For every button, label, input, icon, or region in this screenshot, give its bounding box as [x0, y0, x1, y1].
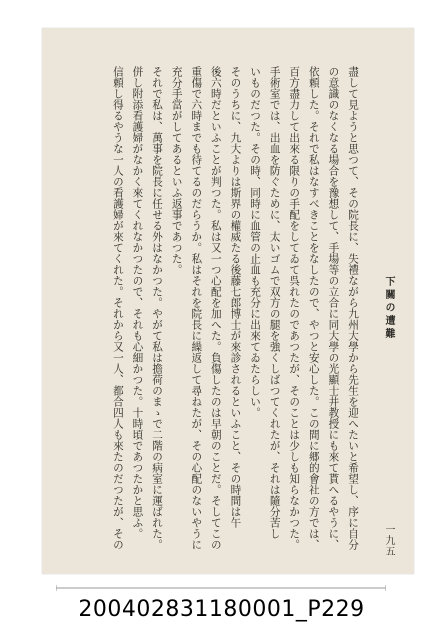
body-line: 盡して見ようと思つて、その院長に、失禮ながら九州大學から先生を迎へたいと希望し、序に自分 [347, 66, 359, 550]
body-line: 重傷で六時までも待てるのだらうか。私はそれを院長に繰返して尋ねたが、その心配のないやうに [190, 66, 203, 550]
body-line: 充分手當がしてあるといふ返事であつた。 [170, 66, 183, 275]
body-text [72, 66, 362, 556]
scan-ruler [56, 583, 386, 593]
body-line: の意識のなくなる場合を豫想して、手場等の立合に同大學の光顯士井教授にも來て貰へるやうに、 [327, 66, 340, 550]
archive-id: 200402831180001_P229 [78, 597, 365, 622]
body-line: 後六時だといふことが判つた。私は又一つ心配を加へた。負傷したのは早朝のことだ。そしてこの [209, 66, 222, 550]
body-line: 百方盡力して出來る限りの手配をしてゐて呉れたのであつたが、そのことは少しも知らなかつた。 [288, 66, 301, 550]
running-header: 下關の遭難 [383, 276, 394, 341]
body-line: 依頼した。それで私はなすべきことをなしたので、やつと安心した。この間に郷的會社の方では、 [307, 66, 320, 550]
body-line: そのうちに、九大よりは斯界の權威たる後藤七郎博士が來診されるといふこと、その時間は午 [229, 66, 242, 528]
body-line: 手術室では、出血を防ぐために、太いゴムで双方の腿を強くしばつてくれたが、それは隨分苦し [268, 66, 281, 539]
page-number: 一九五 [383, 524, 394, 557]
body-line: それで私は、萬事を院長に任せる外はなかつた。やがて私は擔荷のまゝで二階の病室に運ばれた。 [151, 66, 164, 550]
body-line: いものだつた。その時、同時に血管の止血も充分に出來てゐたらしい。 [249, 66, 262, 418]
body-line: 併し附添看護婦がなかく來てくれなかつたので、それも心細かつた。十時頃であつたかと思ふ。 [131, 66, 144, 539]
body-line: 信頼し得るやうな一人の看護婦が來てくれた。それから又一人、都合四人も來たのだつたが、その [111, 66, 124, 550]
document-page [42, 28, 414, 574]
